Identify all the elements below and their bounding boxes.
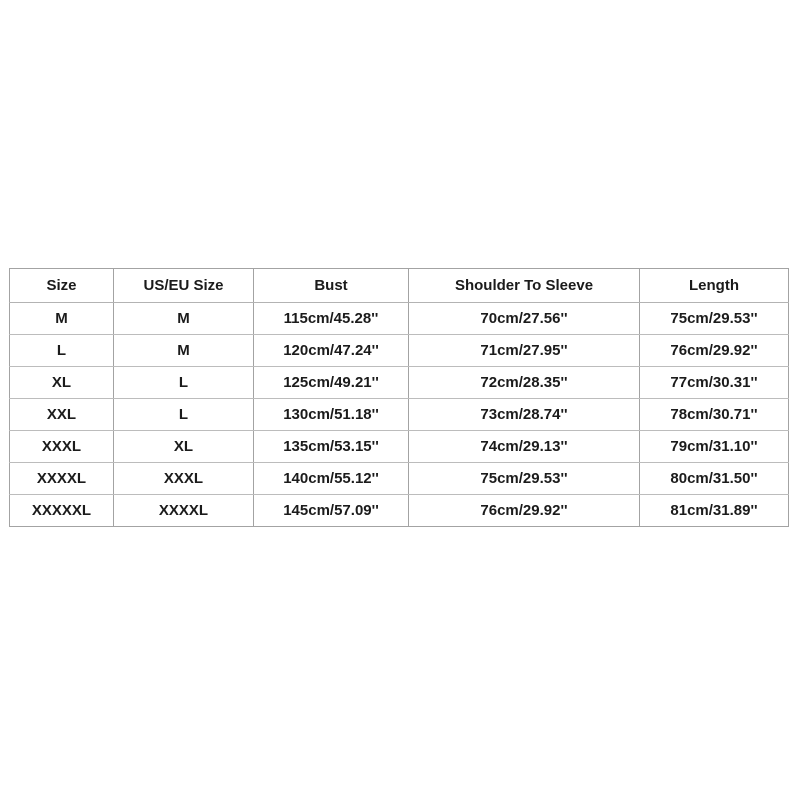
table-cell: 74cm/29.13'' — [409, 431, 640, 463]
table-cell: 76cm/29.92'' — [409, 495, 640, 527]
table-cell: XXXXL — [10, 463, 114, 495]
header-cell: Bust — [254, 269, 409, 303]
table-cell: 76cm/29.92'' — [640, 335, 789, 367]
table-cell: 75cm/29.53'' — [409, 463, 640, 495]
header-cell: Size — [10, 269, 114, 303]
table-cell: XXXXL — [114, 495, 254, 527]
table-cell: 70cm/27.56'' — [409, 303, 640, 335]
table-cell: L — [114, 399, 254, 431]
table-cell: 78cm/30.71'' — [640, 399, 789, 431]
size-chart-header — [10, 269, 789, 303]
table-cell: 135cm/53.15'' — [254, 431, 409, 463]
table-cell: 130cm/51.18'' — [254, 399, 409, 431]
table-cell: 145cm/57.09'' — [254, 495, 409, 527]
table-cell: 77cm/30.31'' — [640, 367, 789, 399]
table-row — [10, 335, 789, 367]
table-cell: 72cm/28.35'' — [409, 367, 640, 399]
table-cell: 80cm/31.50'' — [640, 463, 789, 495]
table-cell: 120cm/47.24'' — [254, 335, 409, 367]
table-row — [10, 431, 789, 463]
table-row — [10, 463, 789, 495]
size-chart-body — [10, 303, 789, 527]
table-cell: XXL — [10, 399, 114, 431]
table-cell: XL — [10, 367, 114, 399]
table-cell: L — [114, 367, 254, 399]
table-cell: 140cm/55.12'' — [254, 463, 409, 495]
table-row — [10, 399, 789, 431]
table-cell: 81cm/31.89'' — [640, 495, 789, 527]
header-cell: Shoulder To Sleeve — [409, 269, 640, 303]
size-chart-container — [9, 268, 788, 527]
table-cell: XL — [114, 431, 254, 463]
table-cell: M — [114, 335, 254, 367]
table-cell: 73cm/28.74'' — [409, 399, 640, 431]
table-cell: M — [10, 303, 114, 335]
table-row — [10, 367, 789, 399]
table-cell: M — [114, 303, 254, 335]
table-cell: XXXL — [10, 431, 114, 463]
table-cell: 71cm/27.95'' — [409, 335, 640, 367]
table-cell: XXXXXL — [10, 495, 114, 527]
table-cell: 75cm/29.53'' — [640, 303, 789, 335]
table-cell: XXXL — [114, 463, 254, 495]
header-cell: Length — [640, 269, 789, 303]
table-row — [10, 303, 789, 335]
table-cell: L — [10, 335, 114, 367]
header-cell: US/EU Size — [114, 269, 254, 303]
table-cell: 79cm/31.10'' — [640, 431, 789, 463]
header-row — [10, 269, 789, 303]
table-cell: 115cm/45.28'' — [254, 303, 409, 335]
table-row — [10, 495, 789, 527]
size-chart-table — [9, 268, 789, 527]
table-cell: 125cm/49.21'' — [254, 367, 409, 399]
